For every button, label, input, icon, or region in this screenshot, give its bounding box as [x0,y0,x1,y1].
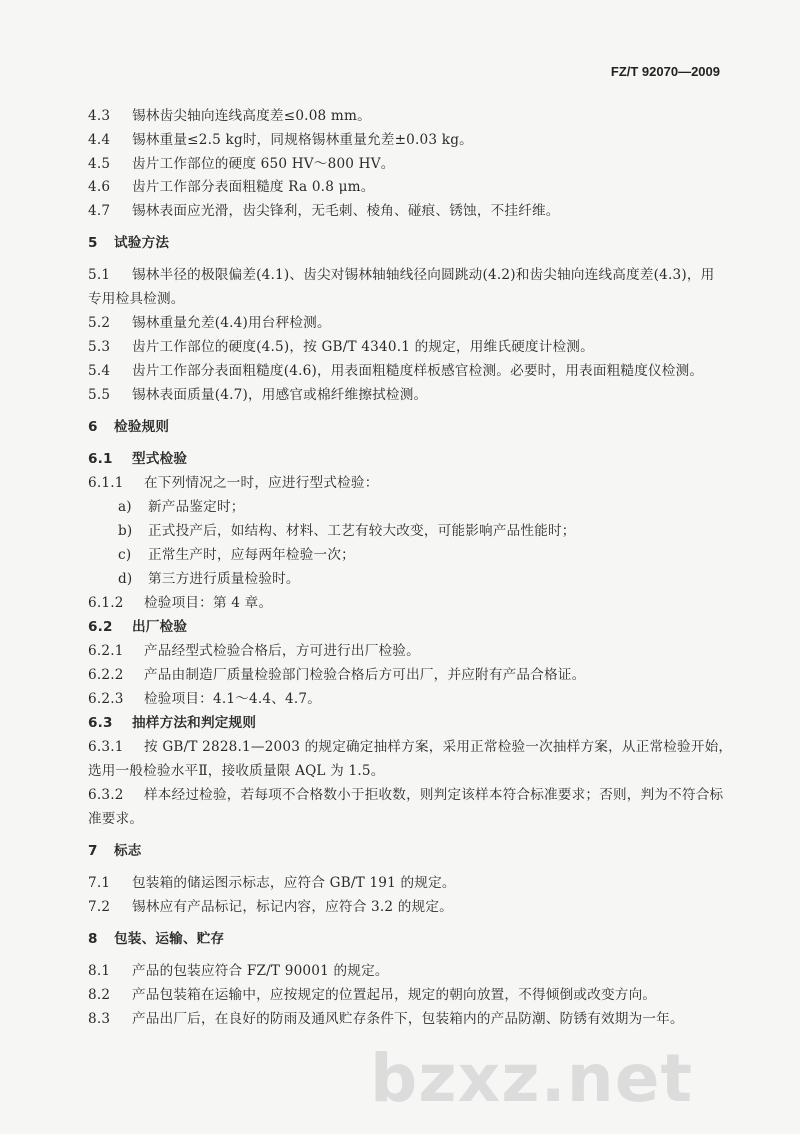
clause-8-3: 8.3 产品出厂后，在良好的防雨及通风贮存条件下，包装箱内的产品防潮、防锈有效期为一年。 [88,1011,684,1027]
list-item-d: d) 第三方进行质量检验时。 [118,571,300,587]
clause-6-2-2: 6.2.2 产品由制造厂质量检验部门检验合格后方可出厂，并应附有产品合格证。 [88,667,586,683]
clause-7-1: 7.1 包装箱的储运图示标志，应符合 GB/T 191 的规定。 [88,875,456,891]
clause-5-2: 5.2 锡林重量允差(4.4)用台秤检测。 [88,315,331,331]
clause-4-3: 4.3 锡林齿尖轴向连线高度差≤0.08 mm。 [88,108,371,124]
clause-6-2-1: 6.2.1 产品经型式检验合格后，方可进行出厂检验。 [88,643,420,659]
clause-8-1: 8.1 产品的包装应符合 FZ/T 90001 的规定。 [88,963,389,979]
list-item-a: a) 新产品鉴定时； [118,499,245,515]
list-item-b: b) 正式投产后，如结构、材料、工艺有较大改变，可能影响产品性能时； [118,523,576,539]
section-6-heading: 6 检验规则 [88,419,170,435]
clause-5-1: 5.1 锡林半径的极限偏差(4.1)、齿尖对锡林轴轴线径向圆跳动(4.2)和齿尖轴向连线高度差(4.3)，用 [88,267,715,283]
standard-code: FZ/T 92070—2009 [610,64,720,79]
clause-6-3-1-cont: 选用一般检验水平Ⅱ，接收质量限 AQL 为 1.5。 [88,763,385,779]
section-7-heading: 7 标志 [88,843,142,859]
clause-6-3-2: 6.3.2 样本经过检验，若每项不合格数小于拒收数，则判定该样本符合标准要求；否则，判为不符合标 [88,787,724,803]
clause-5-3: 5.3 齿片工作部位的硬度(4.5)，按 GB/T 4340.1 的规定，用维氏硬度计检测。 [88,339,594,355]
clause-6-2-3: 6.2.3 检验项目：4.1～4.4、4.7。 [88,691,322,707]
clause-5-4: 5.4 齿片工作部分表面粗糙度(4.6)，用表面粗糙度样板感官检测。必要时，用表面粗糙度仪检测。 [88,363,704,379]
clause-6-1-2: 6.1.2 检验项目：第 4 章。 [88,595,273,611]
clause-4-4: 4.4 锡林重量≤2.5 kg时，同规格锡林重量允差±0.03 kg。 [88,132,473,148]
clause-6-3-heading: 6.3 抽样方法和判定规则 [88,715,257,731]
section-8-heading: 8 包装、运输、贮存 [88,931,225,947]
clause-4-6: 4.6 齿片工作部分表面粗糙度 Ra 0.8 μm。 [88,179,375,195]
clause-6-1-1: 6.1.1 在下列情况之一时，应进行型式检验： [88,475,379,491]
clause-8-2: 8.2 产品包装箱在运输中，应按规定的位置起吊，规定的朝向放置，不得倾倒或改变方向。 [88,987,657,1003]
clause-4-5: 4.5 齿片工作部位的硬度 650 HV～800 HV。 [88,156,395,172]
clause-6-2-heading: 6.2 出厂检验 [88,619,188,635]
clause-6-3-2-cont: 准要求。 [88,811,144,827]
clause-4-7: 4.7 锡林表面应光滑，齿尖锋利，无毛刺、棱角、碰痕、锈蚀，不挂纤维。 [88,203,560,219]
clause-5-1-cont: 专用检具检测。 [88,291,185,307]
watermark: bzxz.net [370,1040,694,1117]
clause-6-3-1: 6.3.1 按 GB/T 2828.1—2003 的规定确定抽样方案，采用正常检验一次抽样方案，从正常检验开始， [88,739,733,755]
clause-7-2: 7.2 锡林应有产品标记，标记内容，应符合 3.2 的规定。 [88,899,453,915]
section-5-heading: 5 试验方法 [88,235,170,251]
list-item-c: c) 正常生产时，应每两年检验一次； [118,547,355,563]
clause-6-1-heading: 6.1 型式检验 [88,451,188,467]
clause-5-5: 5.5 锡林表面质量(4.7)，用感官或棉纤维擦拭检测。 [88,387,428,403]
